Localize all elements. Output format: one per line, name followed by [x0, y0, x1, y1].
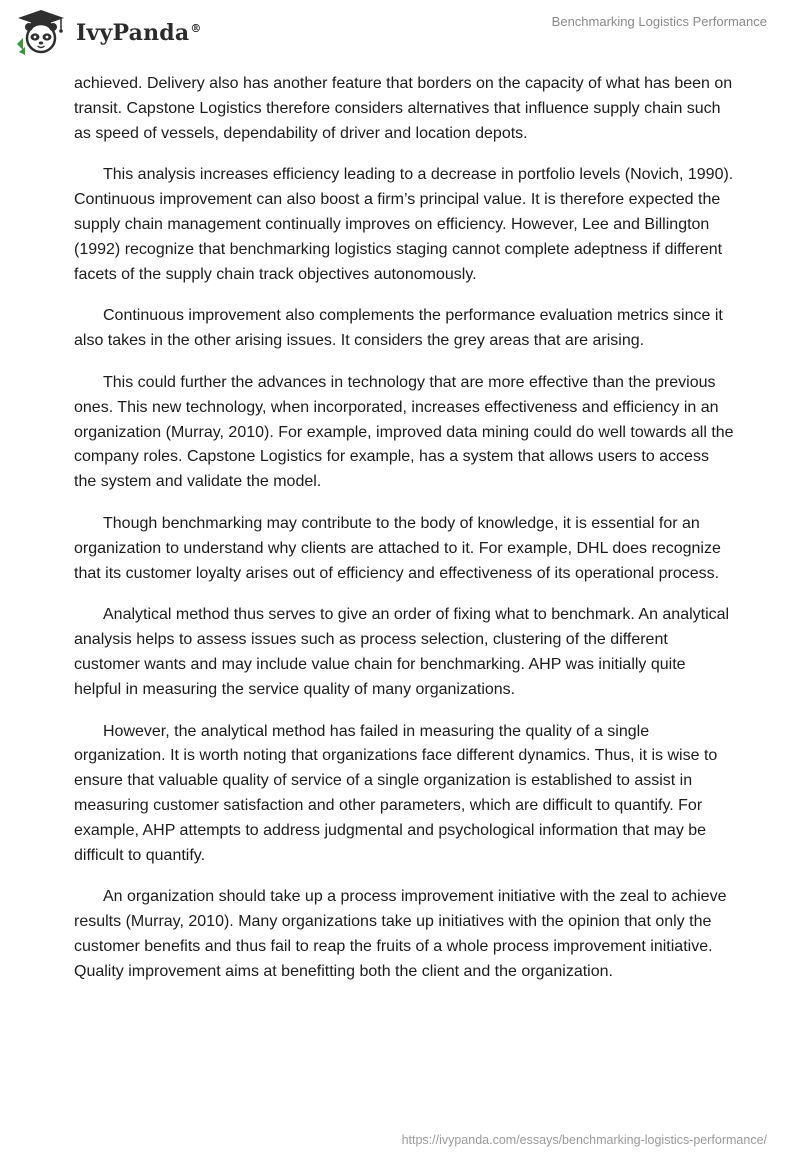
paragraph: Though benchmarking may contribute to the body of knowledge, it is essential for an organization to understand why clients are attached to it. For example, DHL does recognize that its customer loyalty arises out of efficiency and effectiveness of its operational process.	[74, 514, 721, 582]
essay-body	[74, 72, 734, 1002]
paragraph: An organization should take up a process improvement initiative with the zeal to achieve results (Murray, 2010). Many organizations take up initiatives with the opinion that only the customer benefits and thus fail to reap the fruits of a whole process improvement initiative. Quality improvement aims at benefitting both the client and the organization.	[74, 888, 727, 980]
paragraph: Continuous improvement also complements the performance evaluation metrics since it also takes in the other arising issues. It considers the grey areas that are arising.	[74, 307, 723, 350]
paragraph: This could further the advances in technology that are more effective than the previous ones. This new technology, when incorporated, increases effectiveness and efficiency in an organization (Murray, 2010). For example, improved data mining could do well towards all the company roles. Capstone Logistics for example, has a system that allows users to access the system and validate the model.	[74, 373, 734, 491]
paragraph: achieved. Delivery also has another feature that borders on the capacity of what has been on transit. Capstone Logistics therefore considers alternatives that influence supply chain such as speed of vessels, dependability of driver and location depots.	[74, 75, 733, 142]
page-header	[0, 0, 800, 66]
document-title: Benchmarking Logistics Performance	[551, 14, 767, 29]
source-url[interactable]: https://ivypanda.com/essays/benchmarking-logistics-performance/	[401, 1133, 767, 1147]
brand-logo[interactable]	[14, 8, 202, 56]
panda-logo-icon	[14, 8, 68, 56]
paragraph: This analysis increases efficiency leading to a decrease in portfolio levels (Novich, 1990). Continuous improvement can also boost a firm’s principal value. It is therefore expected the supply chain management continually improves on efficiency. However, Lee and Billington (1992) recognize that benchmarking logistics staging cannot complete adeptness if different facets of the supply chain track objectives autonomously.	[74, 166, 734, 283]
paragraph: However, the analytical method has failed in measuring the quality of a single organization. It is worth noting that organizations face different dynamics. Thus, it is wise to ensure that valuable quality of service of a single organization is established to assist in measuring customer satisfaction and other parameters, which are difficult to quantify. For example, AHP attempts to address judgmental and psychological information that may be difficult to quantify.	[74, 722, 718, 864]
brand-name: IvyPanda®	[76, 20, 202, 46]
registered-mark: ®	[190, 21, 202, 35]
paragraph: Analytical method thus serves to give an order of fixing what to benchmark. An analytical analysis helps to assess issues such as process selection, clustering of the different customer wants and may include value chain for benchmarking. AHP was initially quite helpful in measuring the service quality of many organizations.	[74, 606, 730, 698]
